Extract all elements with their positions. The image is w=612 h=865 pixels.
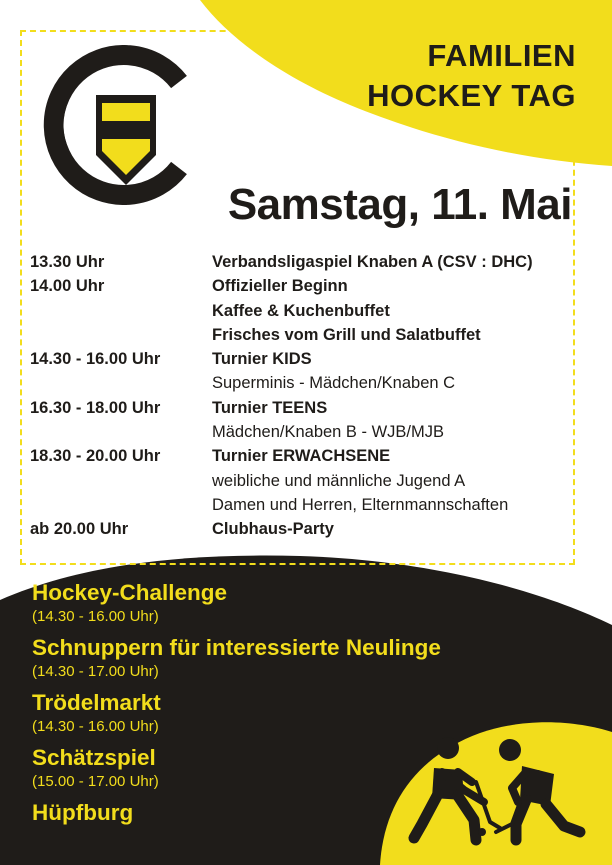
title-line-1: FAMILIEN — [427, 38, 576, 73]
schedule-time-spacer — [30, 420, 212, 444]
schedule-event — [212, 420, 590, 444]
schedule-event-text: Damen und Herren, Elternmannschaften — [212, 495, 509, 514]
schedule-time-spacer — [30, 323, 212, 347]
schedule-time-spacer — [30, 493, 212, 517]
schedule-time: 16.30 - 18.00 Uhr — [30, 398, 161, 417]
schedule-row — [30, 299, 590, 323]
extra-title: Schätzspiel — [32, 745, 156, 770]
schedule-event — [212, 347, 590, 371]
schedule-time: 14.00 Uhr — [30, 277, 105, 296]
schedule-event — [212, 323, 590, 347]
extra-title: Hüpfburg — [32, 800, 134, 825]
schedule-event — [212, 250, 590, 274]
schedule-row — [30, 371, 590, 395]
schedule-time: 18.30 - 20.00 Uhr — [30, 447, 161, 466]
schedule-row — [30, 420, 590, 444]
schedule-time: 14.30 - 16.00 Uhr — [30, 350, 161, 369]
schedule-event — [212, 371, 590, 395]
schedule-event — [212, 396, 590, 420]
schedule-event-text: Frisches vom Grill und Salatbuffet — [212, 325, 481, 344]
schedule-row — [30, 493, 590, 517]
schedule-event-text: Turnier ERWACHSENE — [212, 447, 391, 466]
schedule-event-text: Mädchen/Knaben B - WJB/MJB — [212, 423, 445, 442]
extra-title: Trödelmarkt — [32, 690, 161, 715]
schedule-time-spacer — [30, 299, 212, 323]
schedule-time: 13.30 Uhr — [30, 253, 105, 271]
schedule-event-text: Clubhaus-Party — [212, 520, 334, 539]
schedule-time-spacer — [30, 371, 212, 395]
schedule-event-text: Superminis - Mädchen/Knaben C — [212, 374, 456, 393]
schedule-event-text: Turnier TEENS — [212, 398, 328, 417]
schedule-row — [30, 347, 590, 371]
schedule-event — [212, 274, 590, 298]
schedule-row — [30, 444, 590, 468]
event-date: Samstag, 11. Mai — [227, 180, 572, 229]
title-line-2: HOCKEY TAG — [367, 78, 576, 113]
schedule-event — [212, 469, 590, 493]
schedule-list — [30, 250, 590, 542]
schedule-event — [212, 444, 590, 468]
schedule-event-text: Offizieller Beginn — [212, 277, 348, 296]
schedule-event-text: Verbandsligaspiel Knaben A (CSV : DHC) — [212, 253, 533, 271]
schedule-time: ab 20.00 Uhr — [30, 520, 129, 539]
schedule-row — [30, 517, 590, 541]
extras-list — [32, 579, 452, 826]
schedule-event — [212, 493, 590, 517]
schedule-event — [212, 517, 590, 541]
schedule-row — [30, 250, 590, 274]
schedule-event-text: weibliche und männliche Jugend A — [212, 471, 466, 490]
extra-time: (14.30 - 17.00 Uhr) — [32, 663, 159, 680]
schedule-row — [30, 396, 590, 420]
schedule-row — [30, 274, 590, 298]
extra-title: Hockey-Challenge — [32, 580, 228, 605]
schedule-row — [30, 469, 590, 493]
schedule-event-text: Turnier KIDS — [212, 350, 312, 369]
event-title — [367, 36, 576, 116]
schedule-row — [30, 323, 590, 347]
extra-time: (14.30 - 16.00 Uhr) — [32, 608, 159, 625]
club-crest-icon — [38, 45, 198, 205]
schedule-event-text: Kaffee & Kuchenbuffet — [212, 301, 390, 320]
schedule-event — [212, 299, 590, 323]
extra-time: (14.30 - 16.00 Uhr) — [32, 718, 159, 735]
extra-title: Schnuppern für interessierte Neulinge — [32, 635, 441, 660]
hockey-players-icon — [404, 728, 604, 848]
schedule-time-spacer — [30, 469, 212, 493]
extra-time: (15.00 - 17.00 Uhr) — [32, 773, 159, 790]
